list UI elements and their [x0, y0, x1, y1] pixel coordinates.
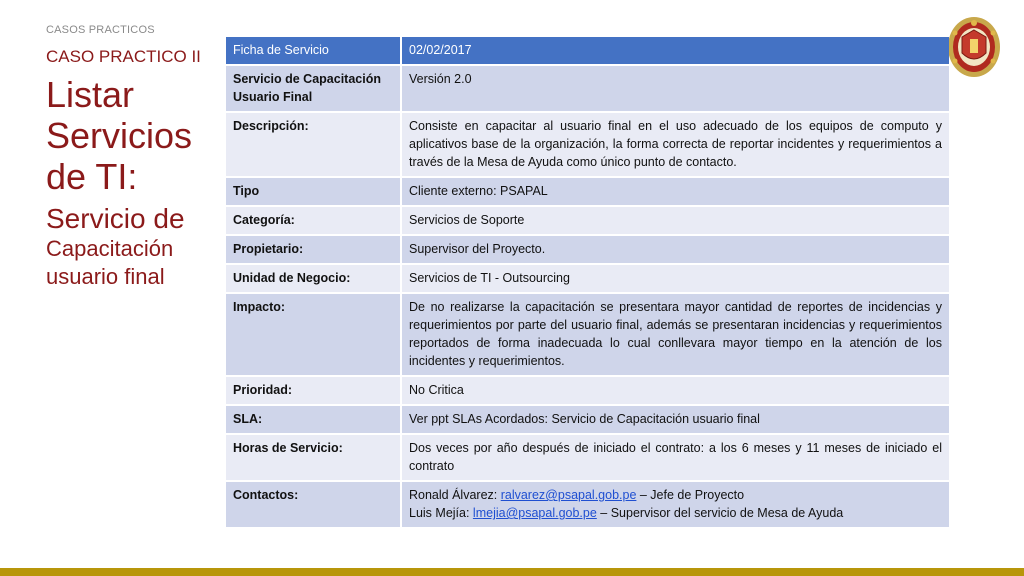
- contact-2-name: Luis Mejía:: [409, 506, 473, 520]
- case-label: CASO PRACTICO II: [46, 47, 201, 66]
- table-row: [226, 264, 949, 293]
- contact-2-role: – Supervisor del servicio de Mesa de Ayuda: [596, 506, 844, 520]
- row-value: No Critica: [401, 376, 949, 405]
- page-title: Listar Servicios de TI:: [46, 74, 193, 197]
- contacts-row: [226, 481, 949, 528]
- row-label: Propietario:: [226, 235, 401, 264]
- row-value: Supervisor del Proyecto.: [401, 235, 949, 264]
- bottom-accent-bar: [0, 568, 1024, 576]
- table-row: [226, 206, 949, 235]
- table-row: [226, 293, 949, 376]
- service-sheet-table: [226, 37, 949, 529]
- contact-1-email-link[interactable]: ralvarez@psapal.gob.pe: [500, 488, 637, 502]
- header-value-cell: 02/02/2017: [401, 37, 949, 65]
- table-row: [226, 112, 949, 177]
- row-label: Impacto:: [226, 293, 401, 376]
- row-value: Servicios de Soporte: [401, 206, 949, 235]
- section-kicker: CASOS PRACTICOS: [46, 24, 155, 36]
- row-value: Versión 2.0: [401, 65, 949, 112]
- row-label: SLA:: [226, 405, 401, 434]
- row-value: Cliente externo: PSAPAL: [401, 177, 949, 206]
- page-subtitle: [46, 203, 216, 291]
- contacts-value: [401, 481, 949, 528]
- table-row: [226, 65, 949, 112]
- table-row: [226, 434, 949, 481]
- table-row: [226, 405, 949, 434]
- table-row: [226, 235, 949, 264]
- subtitle-line-1: Servicio de: [46, 203, 185, 234]
- row-value: Ver ppt SLAs Acordados: Servicio de Capacitación usuario final: [401, 405, 949, 434]
- row-label: Descripción:: [226, 112, 401, 177]
- row-value: Consiste en capacitar al usuario final en el uso adecuado de los equipos de computo y aplicativos base de la organización, la forma correcta de reportar incidentes y requerimientos a través de la Mesa de Ayuda como único punto de contacto.: [401, 112, 949, 177]
- table-row: [226, 177, 949, 206]
- header-label-cell: Ficha de Servicio: [226, 37, 401, 65]
- row-label: Unidad de Negocio:: [226, 264, 401, 293]
- row-value: Dos veces por año después de iniciado el contrato: a los 6 meses y 11 meses de iniciado el contrato: [401, 434, 949, 481]
- university-crest-icon: [946, 15, 1002, 79]
- row-label: Contactos:: [226, 481, 401, 528]
- row-label: Categoría:: [226, 206, 401, 235]
- subtitle-line-2: Capacitación usuario final: [46, 236, 174, 289]
- contact-2-email-link[interactable]: lmejia@psapal.gob.pe: [472, 506, 597, 520]
- row-label: Prioridad:: [226, 376, 401, 405]
- row-value: De no realizarse la capacitación se presentara mayor cantidad de reportes de incidencias y requerimientos por parte del usuario final, además se presentaran incidencias y requerimientos reportados de forma inadecuada lo cual conllevara mayor tiempo en la atención de los incidentes y requerimientos.: [401, 293, 949, 376]
- row-label: Servicio de Capacitación Usuario Final: [226, 65, 401, 112]
- row-label: Horas de Servicio:: [226, 434, 401, 481]
- contact-1-role: – Jefe de Proyecto: [636, 488, 745, 502]
- table-row: [226, 376, 949, 405]
- row-label: Tipo: [226, 177, 401, 206]
- table-header-row: [226, 37, 949, 65]
- contact-1-name: Ronald Álvarez:: [409, 488, 501, 502]
- row-value: Servicios de TI - Outsourcing: [401, 264, 949, 293]
